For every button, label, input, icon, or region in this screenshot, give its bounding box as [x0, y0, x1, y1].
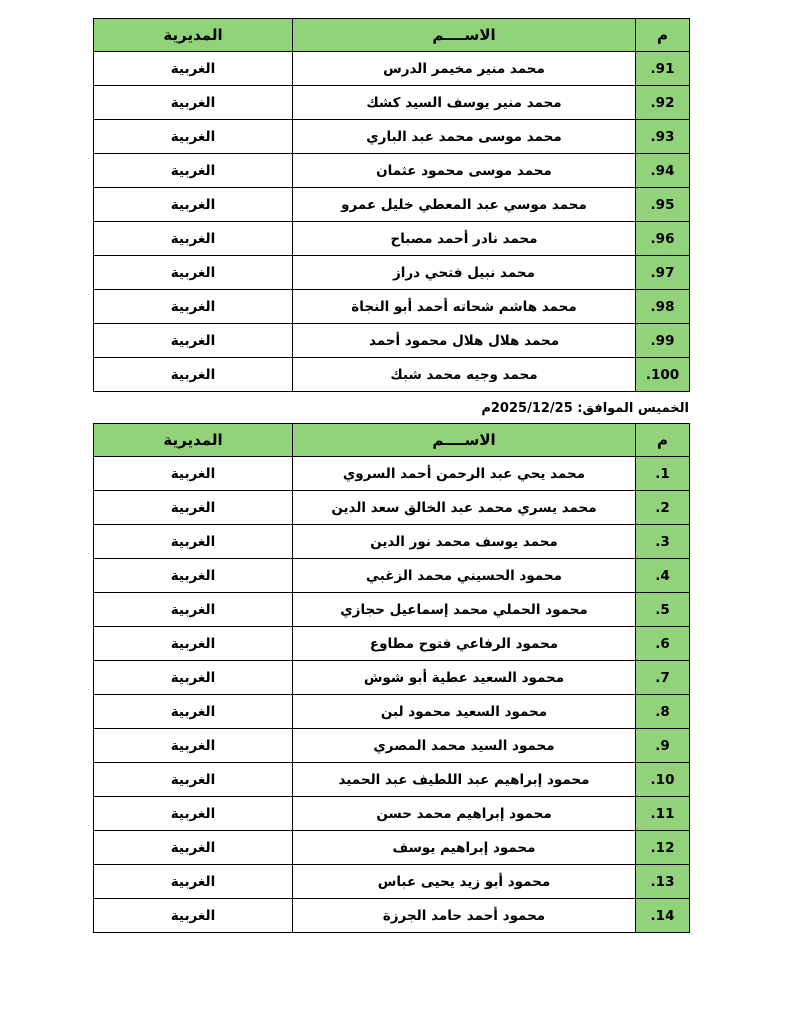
row-name: محمد وجيه محمد شبك — [293, 358, 636, 392]
row-directorate: الغربية — [94, 593, 293, 627]
row-name: محمود إبراهيم يوسف — [293, 831, 636, 865]
row-name: محمد موسى محمد عبد الباري — [293, 120, 636, 154]
row-directorate: الغربية — [94, 290, 293, 324]
table-row — [94, 188, 690, 222]
row-name: محمد هاشم شحاته أحمد أبو النجاة — [293, 290, 636, 324]
table-row — [94, 52, 690, 86]
table-row — [94, 831, 690, 865]
row-number: 13. — [636, 865, 690, 899]
row-directorate: الغربية — [94, 797, 293, 831]
table-row — [94, 865, 690, 899]
row-number: 9. — [636, 729, 690, 763]
row-directorate: الغربية — [94, 358, 293, 392]
row-directorate: الغربية — [94, 763, 293, 797]
header-name: الاســــم — [293, 19, 636, 52]
row-name: محمود إبراهيم عبد اللطيف عبد الحميد — [293, 763, 636, 797]
row-number: 8. — [636, 695, 690, 729]
table-row — [94, 899, 690, 933]
row-number: 11. — [636, 797, 690, 831]
row-number: 92. — [636, 86, 690, 120]
row-directorate: الغربية — [94, 729, 293, 763]
row-name: محمود السيد محمد المصري — [293, 729, 636, 763]
row-directorate: الغربية — [94, 457, 293, 491]
table-row — [94, 559, 690, 593]
row-name: محمود الحملي محمد إسماعيل حجازي — [293, 593, 636, 627]
row-name: محمود الحسيني محمد الزغبي — [293, 559, 636, 593]
row-number: 99. — [636, 324, 690, 358]
row-name: محمود إبراهيم محمد حسن — [293, 797, 636, 831]
row-directorate: الغربية — [94, 559, 293, 593]
table-row — [94, 525, 690, 559]
row-directorate: الغربية — [94, 865, 293, 899]
row-directorate: الغربية — [94, 256, 293, 290]
attendee-table-2 — [93, 423, 690, 933]
row-directorate: الغربية — [94, 899, 293, 933]
row-directorate: الغربية — [94, 324, 293, 358]
header-name: الاســــم — [293, 424, 636, 457]
row-directorate: الغربية — [94, 627, 293, 661]
row-directorate: الغربية — [94, 831, 293, 865]
row-name: محمد نبيل فتحي دراز — [293, 256, 636, 290]
row-number: 93. — [636, 120, 690, 154]
row-name: محمد يسري محمد عبد الخالق سعد الدين — [293, 491, 636, 525]
row-number: 98. — [636, 290, 690, 324]
row-directorate: الغربية — [94, 86, 293, 120]
table-row — [94, 695, 690, 729]
row-directorate: الغربية — [94, 661, 293, 695]
row-directorate: الغربية — [94, 525, 293, 559]
row-number: 5. — [636, 593, 690, 627]
row-name: محمد موسى محمود عثمان — [293, 154, 636, 188]
row-number: 2. — [636, 491, 690, 525]
row-directorate: الغربية — [94, 491, 293, 525]
row-name: محمد منير يوسف السيد كشك — [293, 86, 636, 120]
table-row — [94, 593, 690, 627]
row-number: 14. — [636, 899, 690, 933]
row-number: 100. — [636, 358, 690, 392]
row-number: 91. — [636, 52, 690, 86]
table-row — [94, 729, 690, 763]
row-name: محمود أحمد حامد الجرزة — [293, 899, 636, 933]
row-directorate: الغربية — [94, 120, 293, 154]
table-row — [94, 627, 690, 661]
row-number: 7. — [636, 661, 690, 695]
row-number: 97. — [636, 256, 690, 290]
row-directorate: الغربية — [94, 188, 293, 222]
row-name: محمد منير مخيمر الدرس — [293, 52, 636, 86]
attendee-table-1 — [93, 18, 690, 392]
row-number: 12. — [636, 831, 690, 865]
header-number: م — [636, 424, 690, 457]
row-number: 3. — [636, 525, 690, 559]
row-directorate: الغربية — [94, 154, 293, 188]
row-name: محمود أبو زيد يحيى عباس — [293, 865, 636, 899]
row-name: محمود السعيد محمود لبن — [293, 695, 636, 729]
row-name: محمد موسي عبد المعطي خليل عمرو — [293, 188, 636, 222]
table-row — [94, 86, 690, 120]
table-row — [94, 797, 690, 831]
row-number: 6. — [636, 627, 690, 661]
table-row — [94, 491, 690, 525]
row-directorate: الغربية — [94, 52, 293, 86]
row-number: 1. — [636, 457, 690, 491]
row-number: 95. — [636, 188, 690, 222]
table-row — [94, 358, 690, 392]
table-header-row — [94, 19, 690, 52]
table-row — [94, 661, 690, 695]
row-directorate: الغربية — [94, 222, 293, 256]
row-name: محمود السعيد عطية أبو شوش — [293, 661, 636, 695]
row-number: 94. — [636, 154, 690, 188]
row-directorate: الغربية — [94, 695, 293, 729]
table-header-row — [94, 424, 690, 457]
header-directorate: المديرية — [94, 424, 293, 457]
row-number: 4. — [636, 559, 690, 593]
header-directorate: المديرية — [94, 19, 293, 52]
table-row — [94, 120, 690, 154]
row-name: محمد هلال هلال محمود أحمد — [293, 324, 636, 358]
table-row — [94, 324, 690, 358]
table-row — [94, 290, 690, 324]
row-number: 96. — [636, 222, 690, 256]
row-name: محمد يوسف محمد نور الدين — [293, 525, 636, 559]
table-row — [94, 763, 690, 797]
table-row — [94, 457, 690, 491]
row-name: محمد يحي عبد الرحمن أحمد السروي — [293, 457, 636, 491]
header-number: م — [636, 19, 690, 52]
row-number: 10. — [636, 763, 690, 797]
table-row — [94, 154, 690, 188]
row-name: محمد نادر أحمد مصباح — [293, 222, 636, 256]
table-row — [94, 222, 690, 256]
row-name: محمود الرفاعي فتوح مطاوع — [293, 627, 636, 661]
table-row — [94, 256, 690, 290]
date-line: الخميس الموافق: 2025/12/25م — [481, 401, 689, 416]
